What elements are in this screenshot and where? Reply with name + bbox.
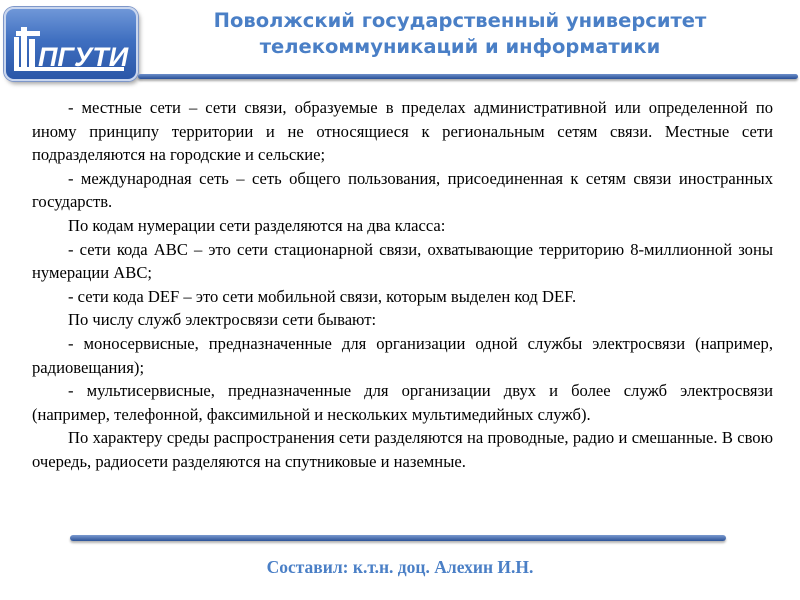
paragraph: - мультисервисные, предназначенные для организации двух и более служб электросвязи (например, телефонной, факсимильной и нескольких мультимедийных служб).	[32, 381, 773, 424]
paragraph: - моносервисные, предназначенные для организации одной службы электросвязи (например, радиовещания);	[32, 333, 773, 377]
author-credit: Составил: к.т.н. доц. Алехин И.Н.	[266, 557, 534, 577]
paragraph: - сети кода АВС – это сети стационарной связи, охватывающие территорию 8-миллионной зоны нумерации АВС;	[32, 239, 773, 283]
header-divider	[138, 74, 798, 79]
title-line-2: телекоммуникаций и информатики	[259, 35, 661, 58]
university-logo	[4, 7, 138, 81]
paragraph: - международная сеть – сеть общего пользования, присоединенная к сетям связи иностранных государств.	[32, 168, 773, 212]
footer-divider	[70, 535, 726, 541]
logo-text: ПГУТИ	[38, 42, 129, 72]
paragraph: По характеру среды распространения сети разделяются на проводные, радио и смешанные. В свою очередь, радиосети разделяются на спутниковые и наземные.	[32, 428, 773, 471]
university-title	[160, 8, 760, 60]
paragraph: - сети кода DEF – это сети мобильной связи, которым выделен код DEF.	[68, 286, 577, 306]
paragraph: По кодам нумерации сети разделяются на два класса:	[68, 215, 446, 235]
slide-body-text	[32, 96, 773, 474]
logo-emblem-icon	[6, 9, 136, 79]
paragraph: По числу служб электросвязи сети бывают:	[68, 310, 377, 330]
paragraph: - местные сети – сети связи, образуемые в пределах административной или определенной по иному принципу территории и не относящиеся к региональным сетям связи. Местные сети подразделяются на городские и сельские;	[32, 98, 773, 165]
title-line-1: Поволжский государственный университет	[213, 9, 707, 32]
